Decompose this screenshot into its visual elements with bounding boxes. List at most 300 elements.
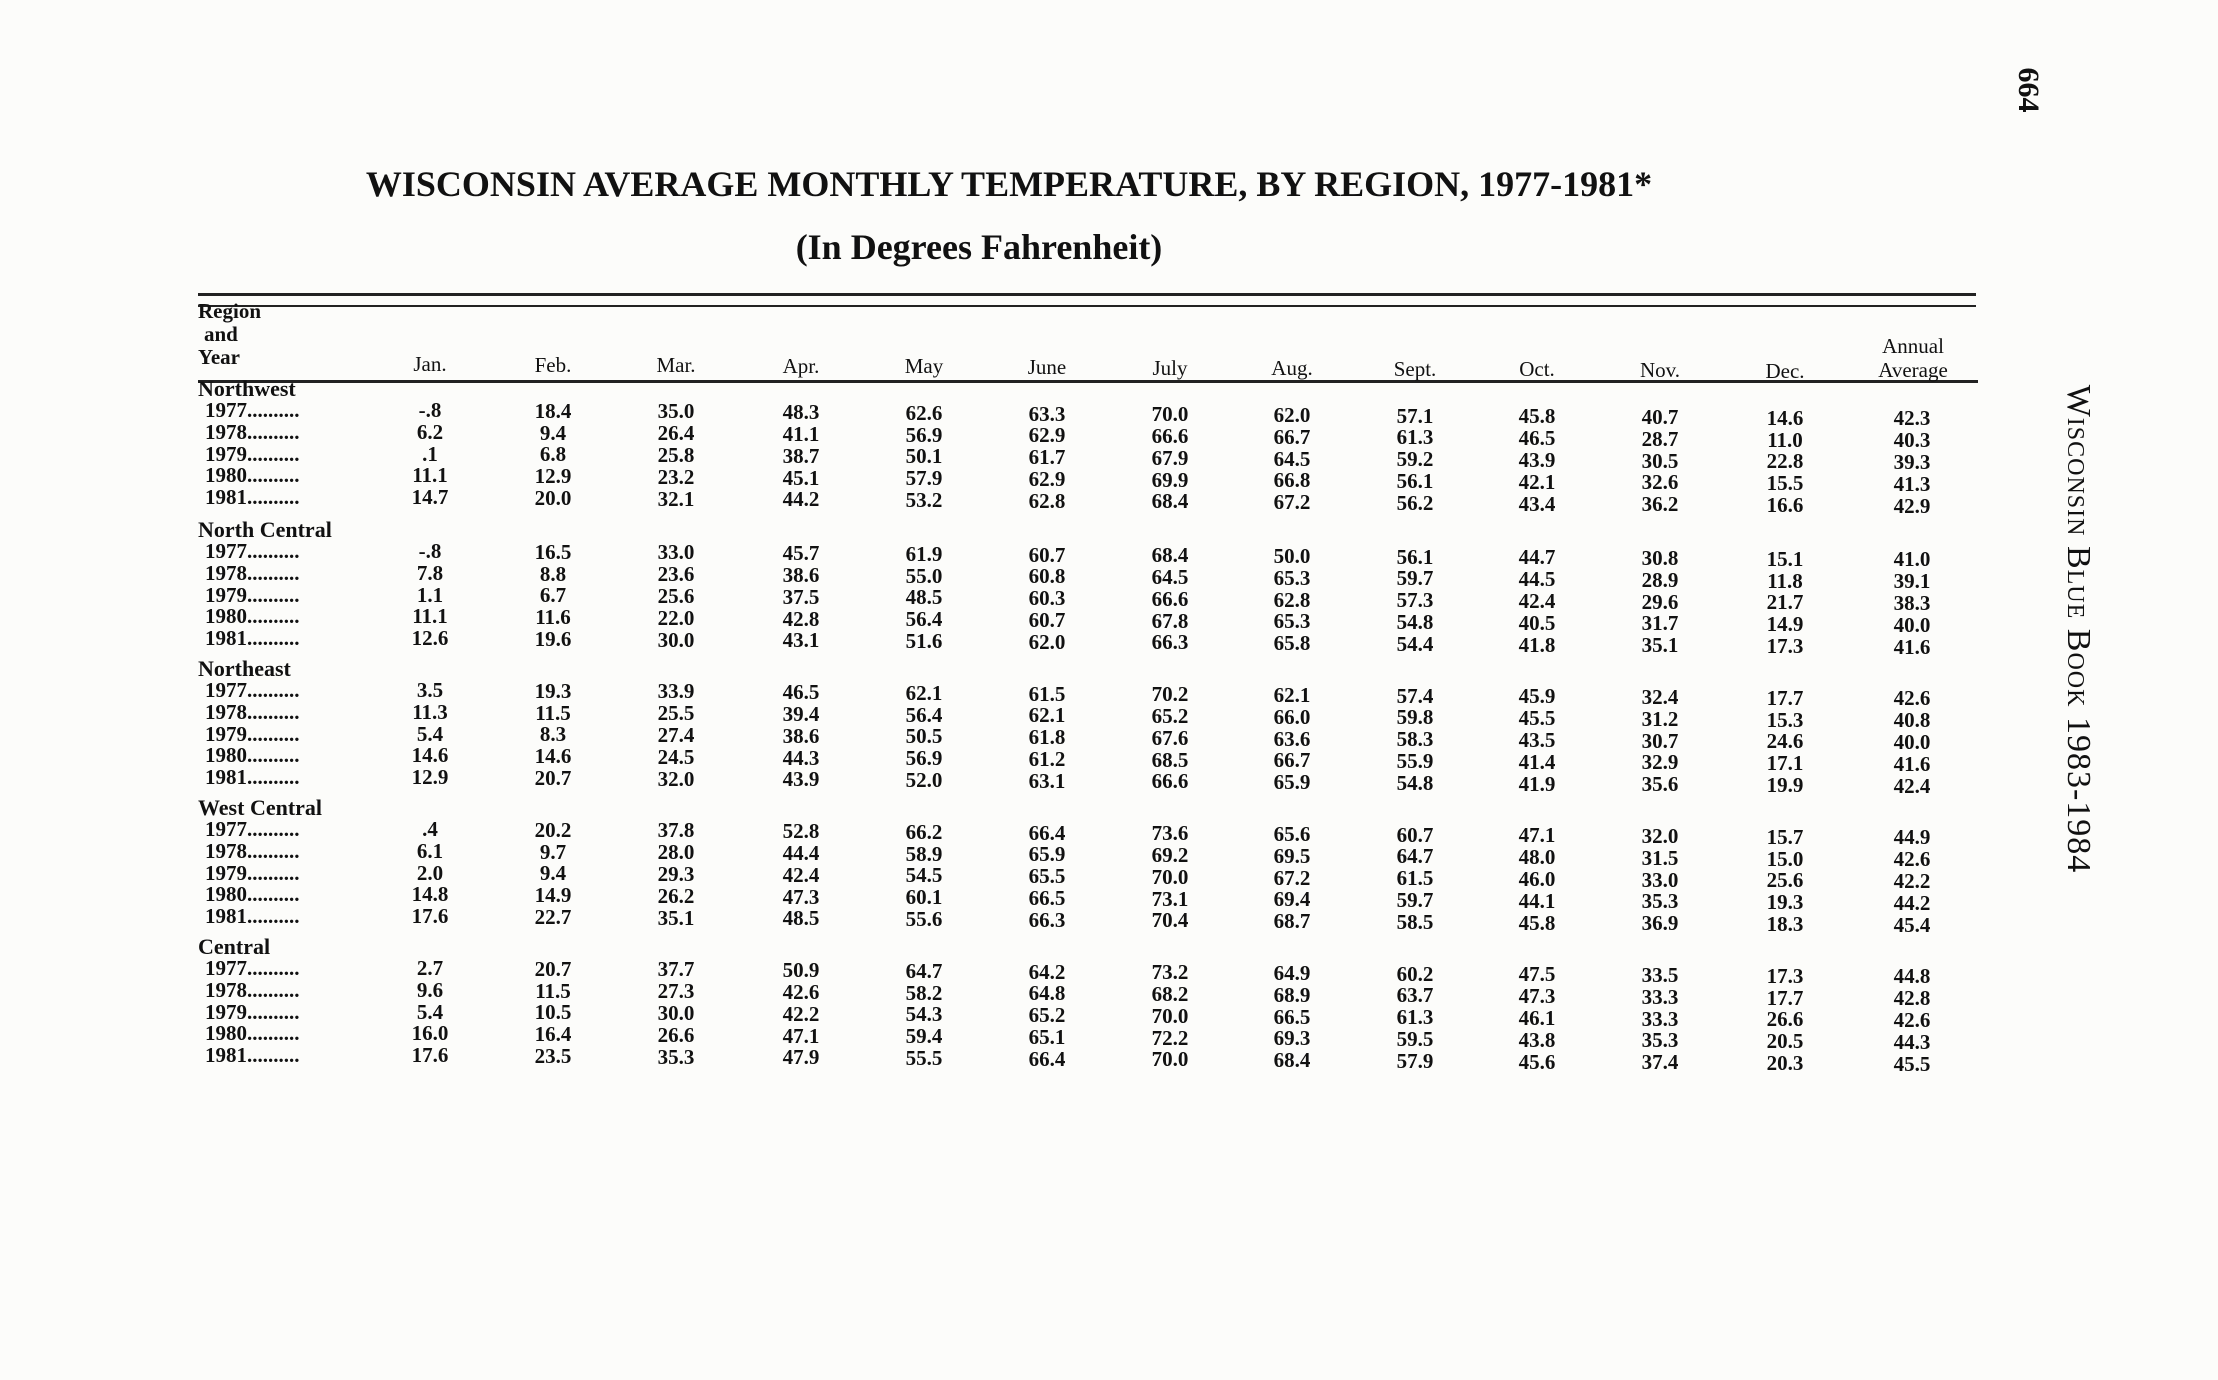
temperature-cell: 42.6 (782, 979, 820, 1004)
year-label: 1978.......... (205, 838, 300, 863)
temperature-cell: 42.1 (1518, 469, 1556, 494)
region-label: Central (198, 934, 271, 959)
year-label: 1978.......... (205, 419, 300, 444)
temperature-cell: 59.8 (1396, 705, 1434, 730)
temperature-cell: 38.6 (782, 723, 820, 748)
year-label: 1980.......... (205, 743, 300, 768)
year-label: 1977.......... (205, 539, 300, 563)
temperature-cell: 22.7 (534, 904, 572, 929)
temperature-cell: 32.1 (657, 486, 695, 511)
temperature-cell: 46.1 (1518, 1005, 1556, 1030)
temperature-cell: 31.2 (1641, 706, 1679, 731)
temperature-cell: 33.0 (657, 540, 695, 565)
temperature-cell: 14.6 (411, 743, 449, 768)
temperature-cell: 68.5 (1151, 747, 1189, 772)
temperature-cell: 15.0 (1766, 846, 1804, 871)
annual-average-cell: 40.8 (1893, 708, 1931, 733)
year-label: 1978.......... (205, 977, 300, 1002)
temperature-cell: 54.8 (1396, 770, 1434, 795)
temperature-cell: 47.3 (782, 884, 820, 909)
year-label: 1978.......... (205, 560, 300, 585)
temperature-cell: 44.7 (1518, 545, 1556, 570)
top-rule (198, 293, 1976, 296)
temperature-cell: 68.9 (1273, 982, 1311, 1007)
temperature-cell: 17.3 (1766, 633, 1804, 658)
temperature-cell: 66.6 (1151, 769, 1189, 794)
annual-average-cell: 44.9 (1893, 825, 1931, 850)
temperature-cell: 68.4 (1273, 1048, 1311, 1073)
temperature-cell: 36.9 (1641, 911, 1679, 936)
temperature-cell: 47.5 (1518, 962, 1556, 987)
region-label: Northeast (198, 656, 291, 681)
temperature-cell: 23.2 (657, 464, 695, 489)
temperature-cell: 35.1 (1641, 633, 1679, 658)
temperature-cell: 11.8 (1767, 568, 1803, 593)
temperature-cell: 11.1 (412, 463, 448, 488)
month-header: Mar. (656, 353, 696, 378)
temperature-cell: 46.5 (782, 680, 820, 705)
temperature-cell: 27.4 (657, 723, 695, 747)
temperature-cell: 60.3 (1028, 586, 1066, 611)
temperature-cell: 61.3 (1396, 425, 1434, 450)
temperature-cell: 70.2 (1151, 682, 1189, 707)
month-header: July (1152, 355, 1188, 380)
year-label: 1978.......... (205, 699, 300, 724)
temperature-cell: 44.4 (782, 840, 820, 865)
temperature-cell: 5.4 (416, 721, 444, 746)
top-rule-thin (198, 305, 1976, 307)
temperature-cell: 31.5 (1641, 845, 1679, 870)
year-label: 1979.......... (205, 860, 300, 885)
year-label: 1979.......... (205, 582, 300, 607)
temperature-cell: 46.0 (1518, 866, 1556, 891)
temperature-cell: 55.9 (1396, 749, 1434, 773)
temperature-cell: 68.7 (1273, 909, 1311, 934)
temperature-cell: 9.7 (539, 839, 567, 864)
temperature-cell: 66.6 (1151, 424, 1189, 448)
temperature-cell: 62.8 (1273, 587, 1311, 612)
temperature-cell: 35.0 (657, 399, 695, 424)
temperature-cell: 44.2 (782, 487, 820, 512)
temperature-cell: 66.4 (1028, 820, 1066, 845)
temperature-cell: 63.1 (1028, 768, 1066, 793)
month-header: Nov. (1639, 358, 1681, 382)
temperature-cell: 45.7 (782, 541, 820, 566)
temperature-cell: 25.8 (657, 443, 695, 467)
temperature-cell: 41.1 (782, 421, 820, 446)
annual-average-cell: 42.2 (1893, 869, 1931, 893)
temperature-cell: 14.9 (534, 883, 572, 908)
region-label: North Central (198, 517, 332, 542)
temperature-cell: 61.5 (1028, 681, 1066, 706)
annual-average-cell: 40.3 (1893, 428, 1931, 453)
temperature-cell: 17.1 (1766, 751, 1804, 776)
temperature-cell: 6.2 (416, 419, 444, 444)
temperature-cell: 55.5 (905, 1046, 943, 1070)
temperature-cell: 64.7 (905, 958, 943, 983)
temperature-cell: 8.3 (539, 722, 567, 747)
temperature-cell: 38.7 (782, 443, 820, 468)
temperature-cell: 48.3 (782, 400, 820, 425)
year-label: 1979.......... (205, 999, 300, 1024)
temperature-cell: 30.0 (657, 627, 695, 652)
temperature-cell: 65.2 (1028, 1003, 1066, 1028)
temperature-cell: 50.0 (1273, 543, 1311, 568)
temperature-cell: 56.2 (1396, 490, 1434, 515)
header-region-word: Region (198, 299, 261, 323)
annual-average-cell: 42.6 (1893, 1008, 1931, 1032)
temperature-cell: 60.8 (1028, 564, 1066, 589)
temperature-cell: 70.0 (1151, 1003, 1189, 1028)
temperature-cell: 32.0 (657, 766, 695, 791)
temperature-cell: 55.0 (905, 563, 943, 588)
temperature-cell: 43.9 (782, 767, 820, 792)
annual-average-cell: 45.4 (1893, 912, 1931, 937)
temperature-cell: 15.7 (1766, 824, 1804, 849)
temperature-cell: 57.3 (1396, 588, 1434, 613)
temperature-cell: 39.4 (782, 701, 820, 726)
temperature-cell: 51.6 (905, 629, 943, 653)
annual-average-cell: 41.3 (1893, 471, 1931, 496)
temperature-cell: 35.3 (1641, 1028, 1679, 1053)
temperature-cell: 37.7 (657, 957, 695, 982)
temperature-cell: 41.9 (1518, 771, 1556, 796)
temperature-cell: 66.8 (1273, 468, 1311, 493)
table-subtitle: (In Degrees Fahrenheit) (795, 227, 1163, 267)
temperature-cell: 17.6 (411, 904, 449, 929)
month-header: Feb. (534, 352, 572, 377)
temperature-cell: 16.6 (1766, 492, 1804, 517)
temperature-cell: 56.4 (905, 702, 943, 727)
temperature-cell: 6.7 (539, 583, 567, 608)
temperature-cell: 43.8 (1518, 1027, 1556, 1052)
temperature-cell: 1.1 (416, 582, 444, 607)
month-header: Sept. (1393, 356, 1437, 381)
temperature-cell: 65.9 (1028, 842, 1066, 867)
temperature-cell: 42.2 (782, 1001, 820, 1026)
annual-average-cell: 39.1 (1893, 569, 1931, 594)
temperature-cell: 55.6 (905, 907, 943, 931)
temperature-cell: 23.6 (657, 562, 695, 587)
temperature-cell: 59.2 (1396, 447, 1434, 472)
temperature-cell: 60.7 (1396, 822, 1434, 847)
temperature-cell: 14.6 (534, 744, 572, 769)
temperature-cell: 17.7 (1766, 685, 1804, 710)
temperature-cell: 57.1 (1396, 403, 1434, 428)
temperature-cell: 59.5 (1396, 1027, 1434, 1051)
temperature-cell: 54.8 (1396, 610, 1434, 634)
temperature-cell: 32.0 (1641, 824, 1679, 848)
temperature-cell: 70.0 (1151, 864, 1189, 889)
temperature-cell: 2.7 (416, 956, 444, 980)
temperature-cell: 61.3 (1396, 1005, 1434, 1030)
temperature-cell: 54.3 (905, 1002, 943, 1027)
temperature-cell: .4 (422, 817, 438, 841)
header-rule (198, 380, 1978, 383)
header-and-word: and (204, 322, 238, 346)
temperature-cell: 9.6 (416, 977, 444, 1002)
temperature-cell: 61.2 (1028, 746, 1066, 771)
temperature-cell: 65.9 (1273, 770, 1311, 795)
temperature-cell: 48.5 (782, 906, 820, 931)
temperature-cell: 65.5 (1028, 864, 1066, 889)
temperature-cell: 35.3 (657, 1044, 695, 1069)
temperature-cell: 36.2 (1641, 492, 1679, 517)
year-label: 1980.......... (205, 463, 300, 488)
annual-average-header (1858, 334, 1968, 382)
temperature-cell: 66.3 (1028, 907, 1066, 932)
temperature-cell: 66.2 (905, 819, 943, 844)
temperature-cell: 53.2 (905, 488, 943, 512)
temperature-cell: 64.8 (1028, 981, 1066, 1006)
temperature-cell: 28.0 (657, 840, 695, 865)
temperature-cell: 69.4 (1273, 887, 1311, 912)
month-header: Oct. (1519, 357, 1555, 382)
temperature-cell: 72.2 (1151, 1025, 1189, 1050)
temperature-cell: 9.4 (539, 861, 567, 886)
temperature-cell: 43.4 (1518, 491, 1556, 516)
temperature-cell: 61.8 (1028, 725, 1066, 750)
annual-average-cell: 42.4 (1893, 773, 1931, 798)
temperature-cell: 61.7 (1028, 445, 1066, 470)
temperature-cell: 68.4 (1151, 489, 1189, 514)
temperature-cell: 66.6 (1151, 586, 1189, 611)
temperature-cell: 30.8 (1641, 546, 1679, 570)
temperature-cell: 65.2 (1151, 704, 1189, 728)
temperature-cell: 56.1 (1396, 544, 1434, 569)
temperature-cell: 44.1 (1518, 888, 1556, 913)
temperature-cell: 17.3 (1766, 963, 1804, 988)
temperature-cell: 58.5 (1396, 909, 1434, 934)
temperature-cell: 12.6 (411, 626, 449, 651)
temperature-cell: 60.7 (1028, 607, 1066, 632)
temperature-cell: 45.5 (1518, 706, 1556, 731)
temperature-cell: 69.3 (1273, 1026, 1311, 1051)
year-label: 1981.......... (205, 1043, 300, 1068)
temperature-cell: 47.1 (782, 1023, 820, 1048)
temperature-cell: 56.9 (905, 422, 943, 447)
temperature-cell: 59.4 (905, 1024, 943, 1049)
temperature-cell: 62.6 (905, 400, 943, 425)
temperature-cell: 63.7 (1396, 983, 1434, 1008)
temperature-cell: 64.7 (1396, 844, 1434, 869)
temperature-cell: 33.3 (1641, 984, 1679, 1009)
temperature-cell: -.8 (418, 539, 442, 563)
temperature-cell: 54.4 (1396, 631, 1434, 656)
year-label: 1981.......... (205, 904, 300, 929)
temperature-cell: 32.4 (1641, 685, 1679, 709)
temperature-cell: 62.0 (1273, 402, 1311, 427)
month-header: June (1027, 355, 1067, 379)
temperature-cell: 63.6 (1273, 726, 1311, 751)
temperature-cell: 57.9 (1396, 1048, 1434, 1073)
temperature-cell: 30.5 (1641, 448, 1679, 473)
annual-average-cell: 40.0 (1893, 730, 1931, 754)
temperature-cell: 61.9 (905, 541, 943, 566)
temperature-cell: 44.3 (782, 745, 820, 770)
temperature-cell: 64.5 (1151, 565, 1189, 589)
temperature-cell: 52.8 (782, 819, 820, 844)
annual-average-cell: 40.0 (1893, 612, 1931, 637)
temperature-cell: 29.6 (1641, 589, 1679, 614)
year-label: 1977.......... (205, 398, 300, 422)
temperature-cell: 60.1 (905, 885, 943, 910)
temperature-cell: 43.5 (1518, 727, 1556, 752)
temperature-cell: 19.9 (1766, 772, 1804, 797)
temperature-cell: 22.0 (657, 605, 695, 630)
year-label: 1977.......... (205, 817, 300, 841)
annual-average-cell: 44.8 (1893, 964, 1931, 989)
temperature-cell: 48.0 (1518, 845, 1556, 870)
temperature-cell: 59.7 (1396, 566, 1434, 591)
running-head (2048, 380, 2108, 900)
temperature-cell: 33.5 (1641, 963, 1679, 987)
temperature-cell: 18.4 (534, 398, 572, 423)
temperature-cell: 27.3 (657, 979, 695, 1004)
temperature-cell: 11.1 (412, 604, 448, 629)
temperature-cell: 5.4 (416, 999, 444, 1024)
annual-average-cell: 41.0 (1893, 547, 1931, 572)
year-label: 1981.......... (205, 765, 300, 790)
temperature-cell: 40.5 (1518, 610, 1556, 635)
temperature-cell: 61.5 (1396, 866, 1434, 891)
temperature-cell: 42.4 (782, 862, 820, 887)
temperature-cell: 19.3 (1766, 890, 1804, 915)
temperature-cell: 47.9 (782, 1045, 820, 1070)
temperature-cell: 20.7 (534, 765, 572, 790)
temperature-cell: 65.8 (1273, 631, 1311, 656)
temperature-cell: 26.6 (1766, 1007, 1804, 1032)
temperature-cell: 66.7 (1273, 424, 1311, 449)
temperature-cell: 40.7 (1641, 405, 1679, 429)
region-year-header (198, 300, 261, 369)
temperature-cell: 3.5 (416, 678, 444, 702)
temperature-cell: 20.0 (534, 485, 572, 510)
temperature-cell: 43.1 (782, 628, 820, 653)
temperature-cell: 17.7 (1766, 985, 1804, 1010)
temperature-cell: 16.4 (534, 1022, 572, 1047)
temperature-cell: 62.1 (905, 680, 943, 705)
year-label: 1981.......... (205, 626, 300, 651)
temperature-cell: 60.2 (1396, 961, 1434, 986)
temperature-cell: 52.0 (905, 768, 943, 792)
temperature-cell: 68.4 (1151, 543, 1189, 568)
temperature-cell: 62.0 (1028, 629, 1066, 654)
temperature-cell: 70.0 (1151, 1047, 1189, 1072)
year-label: 1977.......... (205, 678, 300, 702)
temperature-cell: 62.9 (1028, 466, 1066, 491)
temperature-cell: 25.5 (657, 701, 695, 726)
temperature-cell: 46.5 (1518, 426, 1556, 451)
temperature-cell: 57.4 (1396, 683, 1434, 708)
temperature-cell: 33.0 (1641, 867, 1679, 892)
month-header: Apr. (782, 353, 820, 378)
year-label: 1980.......... (205, 1021, 300, 1046)
temperature-cell: 20.7 (534, 956, 572, 981)
temperature-cell: 24.6 (1766, 729, 1804, 754)
temperature-cell: 41.8 (1518, 632, 1556, 657)
annual-average-cell: 42.6 (1893, 686, 1931, 711)
temperature-cell: 33.9 (657, 679, 695, 704)
page-number (1998, 58, 2045, 118)
temperature-cell: 50.1 (905, 444, 943, 469)
temperature-cell: 70.0 (1151, 402, 1189, 427)
temperature-cell: 69.2 (1151, 843, 1189, 867)
temperature-cell: 65.3 (1273, 609, 1311, 634)
annual-average-cell: 41.6 (1893, 751, 1931, 776)
temperature-cell: 32.6 (1641, 470, 1679, 495)
annual-average-cell: 42.9 (1893, 493, 1931, 518)
year-label: 1977.......... (205, 956, 300, 980)
annual-average-cell: 44.3 (1893, 1029, 1931, 1054)
year-label: 1979.......... (205, 441, 300, 466)
annual-average-cell: 41.6 (1893, 634, 1931, 659)
temperature-cell: 12.9 (534, 464, 572, 489)
temperature-cell: 73.1 (1151, 886, 1189, 911)
temperature-cell: 20.5 (1766, 1029, 1804, 1054)
annual-average-cell: 44.2 (1893, 890, 1931, 915)
page-number-text: 664 (2012, 67, 2045, 113)
temperature-cell: 35.3 (1641, 889, 1679, 914)
temperature-cell: 62.1 (1273, 682, 1311, 707)
temperature-cell: 9.4 (539, 420, 567, 445)
temperature-cell: 37.8 (657, 818, 695, 843)
annual-average-cell: 39.3 (1893, 450, 1931, 474)
temperature-cell: 73.6 (1151, 821, 1189, 846)
temperature-cell: 70.4 (1151, 908, 1189, 933)
temperature-cell: 47.3 (1518, 984, 1556, 1009)
temperature-cell: 11.6 (535, 605, 571, 630)
temperature-cell: 67.2 (1273, 490, 1311, 515)
temperature-cell: 22.8 (1766, 449, 1804, 474)
temperature-cell: 30.0 (657, 1001, 695, 1025)
temperature-cell: 15.5 (1766, 471, 1804, 496)
temperature-cell: 48.5 (905, 585, 943, 610)
temperature-cell: 45.9 (1518, 684, 1556, 709)
temperature-cell: 28.7 (1641, 426, 1679, 451)
temperature-cell: 15.1 (1766, 546, 1804, 571)
temperature-cell: 66.4 (1028, 1046, 1066, 1071)
running-head-text: Wisconsin Blue Book 1983-1984 (2060, 384, 2097, 874)
temperature-cell: 29.3 (657, 862, 695, 886)
temperature-cell: 63.3 (1028, 401, 1066, 426)
temperature-cell: 66.3 (1151, 630, 1189, 655)
temperature-cell: 62.8 (1028, 488, 1066, 513)
temperature-cell: 43.9 (1518, 447, 1556, 472)
temperature-cell: 73.2 (1151, 960, 1189, 985)
temperature-cell: 31.7 (1641, 611, 1679, 636)
temperature-cell: 42.4 (1518, 588, 1556, 613)
temperature-cell: 26.2 (657, 883, 695, 908)
temperature-cell: 15.3 (1766, 707, 1804, 732)
temperature-cell: 28.9 (1641, 567, 1679, 592)
year-label: 1981.......... (205, 485, 300, 510)
temperature-cell: 56.4 (905, 607, 943, 632)
temperature-cell: 11.3 (412, 699, 448, 724)
temperature-cell: 50.9 (782, 958, 820, 983)
year-label: 1979.......... (205, 721, 300, 746)
annual-average-cell: 42.6 (1893, 847, 1931, 872)
temperature-cell: 25.6 (657, 584, 695, 608)
temperature-cell: 66.7 (1273, 748, 1311, 773)
temperature-cell: 35.1 (657, 905, 695, 930)
temperature-cell: 60.7 (1028, 542, 1066, 567)
temperature-cell: 37.5 (782, 584, 820, 609)
temperature-cell: 33.3 (1641, 1006, 1679, 1031)
temperature-cell: 11.0 (1767, 427, 1803, 452)
temperature-cell: 66.5 (1273, 1004, 1311, 1029)
annual-average-cell: 38.3 (1893, 591, 1931, 615)
